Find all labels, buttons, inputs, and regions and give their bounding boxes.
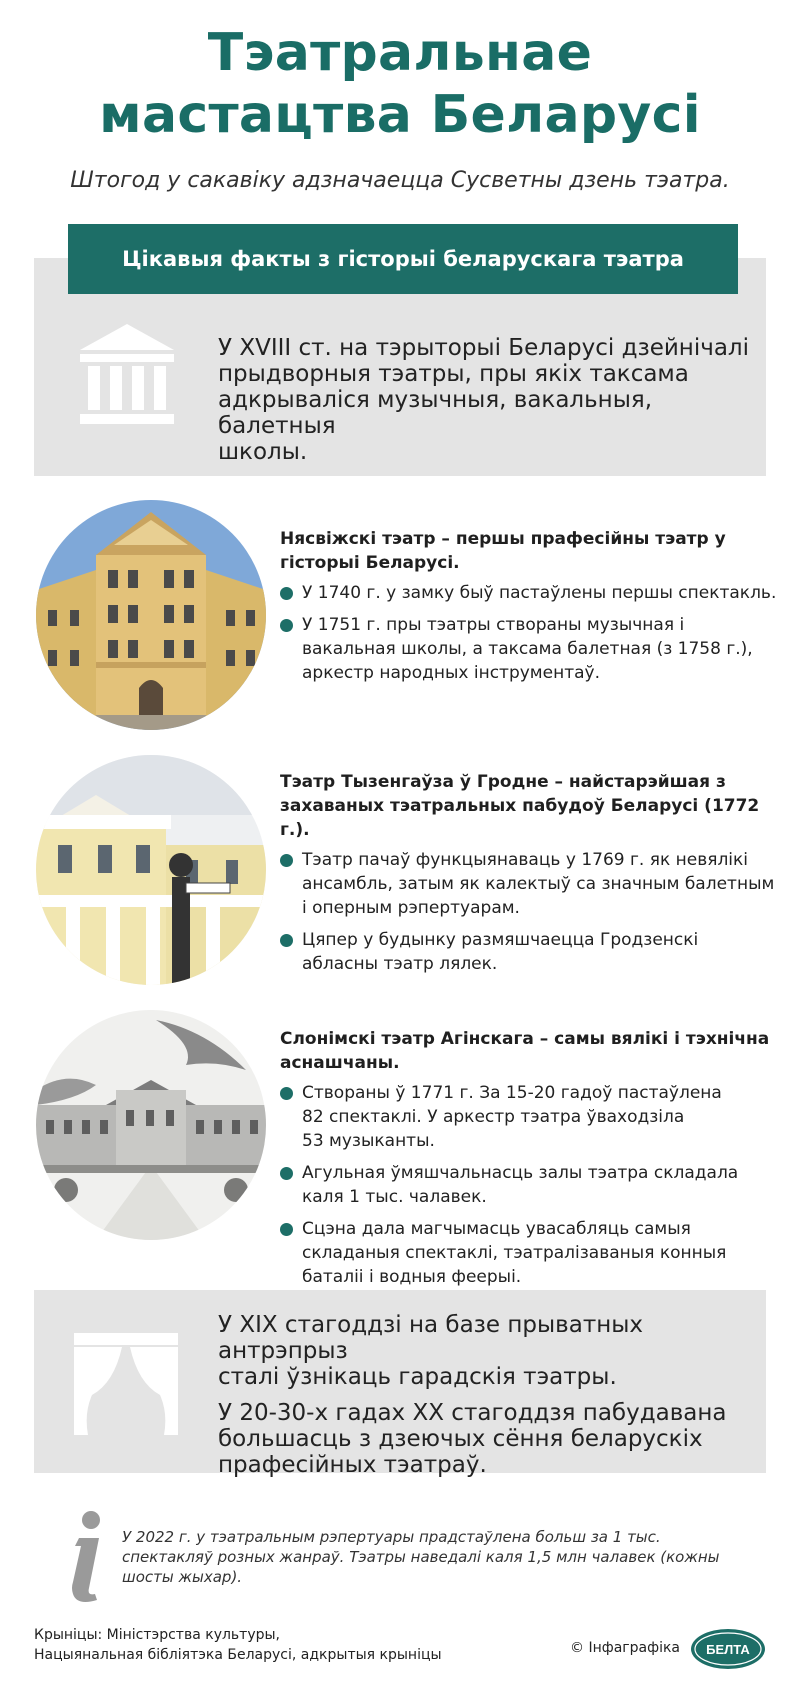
grodno-theatre-photo [36,755,266,985]
fact-1-line: У XVIII ст. на тэрыторыі Беларусі дзейнічалі [218,335,750,361]
list-item [280,581,780,605]
list-item [280,1217,780,1289]
fact-1-line: школы. [218,439,308,465]
title-line-1: Тэатральнае [207,23,593,83]
fact-2-line: У 20-30-х гадах XX стагоддзя пабудавана [218,1400,727,1426]
fact-2-line: большасць з дзеючых сёння беларускіх [218,1426,703,1452]
theater-building-icon [76,322,178,426]
fact-1-line: адкрываліся музычныя, вакальныя, балетныя [218,387,653,439]
bullet-line: і оперным рэпертуарам. [302,898,520,918]
fact-2-line: У XIX стагоддзі на базе прыватных антрэпрыз [218,1312,644,1364]
section-nesvizh [280,527,780,693]
bullet-icon [280,934,293,947]
note-line: спектакляў розных жанраў. Тэатры наведалі каля 1,5 млн чалавек (кожны [122,1548,720,1566]
subtitle: Штогод у сакавіку адзначаецца Сусветны дзень тэатра. [70,168,730,193]
heading-line: аснашчаны. [280,1053,400,1073]
bullet-line: Тэатр пачаў функцыянаваць у 1769 г. як невялікі [302,850,749,870]
bullet-list [280,1081,780,1289]
list-item [280,1161,780,1209]
bullet-icon [280,1223,293,1236]
bullet-icon [280,854,293,867]
sources [34,1625,442,1665]
bullet-line: вакальная школы, а таксама балетная (з 1758 г.), [302,639,753,659]
list-item [280,848,780,920]
bullet-line: 82 спектаклі. У аркестр тэатра ўваходзіла [302,1107,685,1127]
bullet-line: складаныя спектаклі, тэатралізаваныя конныя [302,1243,727,1263]
bullet-icon [280,1167,293,1180]
list-item [280,928,780,976]
bullet-line: Цяпер у будынку размяшчаецца Гродзенскі [302,930,699,950]
bullet-line: каля 1 тыс. чалавек. [302,1187,487,1207]
bullet-line: У 1740 г. у замку быў пастаўлены першы спектакль. [302,583,777,603]
section-heading [280,770,780,842]
fact-2-line: сталі ўзнікаць гарадскія тэатры. [218,1364,617,1390]
bullet-line: Створаны ў 1771 г. За 15-20 гадоў пастаўлена [302,1083,722,1103]
bullet-line: Сцэна дала магчымасць увасабляць самыя [302,1219,691,1239]
section-heading [280,1027,780,1075]
section-band: Цікавыя факты з гісторыі беларускага тэатра [68,224,738,294]
section-grodno [280,770,780,984]
bullet-list [280,581,780,685]
heading-line: захаваных тэатральных пабудоў Беларусі (1772 г.). [280,796,760,840]
bullet-line: абласны тэатр лялек. [302,954,498,974]
bullet-icon [280,1087,293,1100]
bullet-line: баталіі і водныя феерыі. [302,1267,522,1287]
info-note [122,1527,722,1587]
bullet-line: Агульная ўмяшчальнасць залы тэатра складала [302,1163,739,1183]
fact-1-line: прыдворныя тэатры, пры якіх таксама [218,361,689,387]
note-line: шосты жыхар). [122,1568,243,1586]
heading-line: Тэатр Тызенгаўза ў Гродне – найстарэйшая з [280,772,726,792]
bullet-icon [280,619,293,632]
bullet-line: аркестр народных інструментаў. [302,663,600,683]
list-item [280,1081,780,1153]
heading-line: гісторыі Беларусі. [280,553,460,573]
logo-text: БЕЛТА [706,1642,750,1657]
section-heading [280,527,780,575]
fact-2-text [218,1312,758,1478]
heading-line: Слонімскі тэатр Агінскага – самы вялікі і тэхнічна [280,1029,770,1049]
heading-line: Нясвіжскі тэатр – першы прафесійны тэатр у [280,529,726,549]
belta-logo [690,1628,766,1670]
page-title [0,22,800,146]
info-icon [55,1510,111,1602]
fact-1-text [218,335,758,465]
bullet-line: ансамбль, затым як калектыў са значным балетным [302,874,775,894]
bullet-line: 53 музыканты. [302,1131,435,1151]
curtain-icon [74,1333,178,1435]
fact-2-line: прафесійных тэатраў. [218,1452,487,1478]
bullet-list [280,848,780,976]
section-slonim [280,1027,780,1297]
sources-line: Нацыянальная бібліятэка Беларусі, адкрытыя крыніцы [34,1647,442,1663]
copyright: © Інфаграфіка [570,1640,680,1656]
bullet-line: У 1751 г. пры тэатры створаны музычная і [302,615,685,635]
list-item [280,613,780,685]
nesvizh-theatre-photo [36,500,266,730]
title-line-2: мастацтва Беларусі [99,85,701,145]
sources-line: Крыніцы: Міністэрства культуры, [34,1627,281,1643]
note-line: У 2022 г. у тэатральным рэпертуары прадстаўлена больш за 1 тыс. [122,1528,661,1546]
bullet-icon [280,587,293,600]
slonim-theatre-engraving [36,1010,266,1240]
